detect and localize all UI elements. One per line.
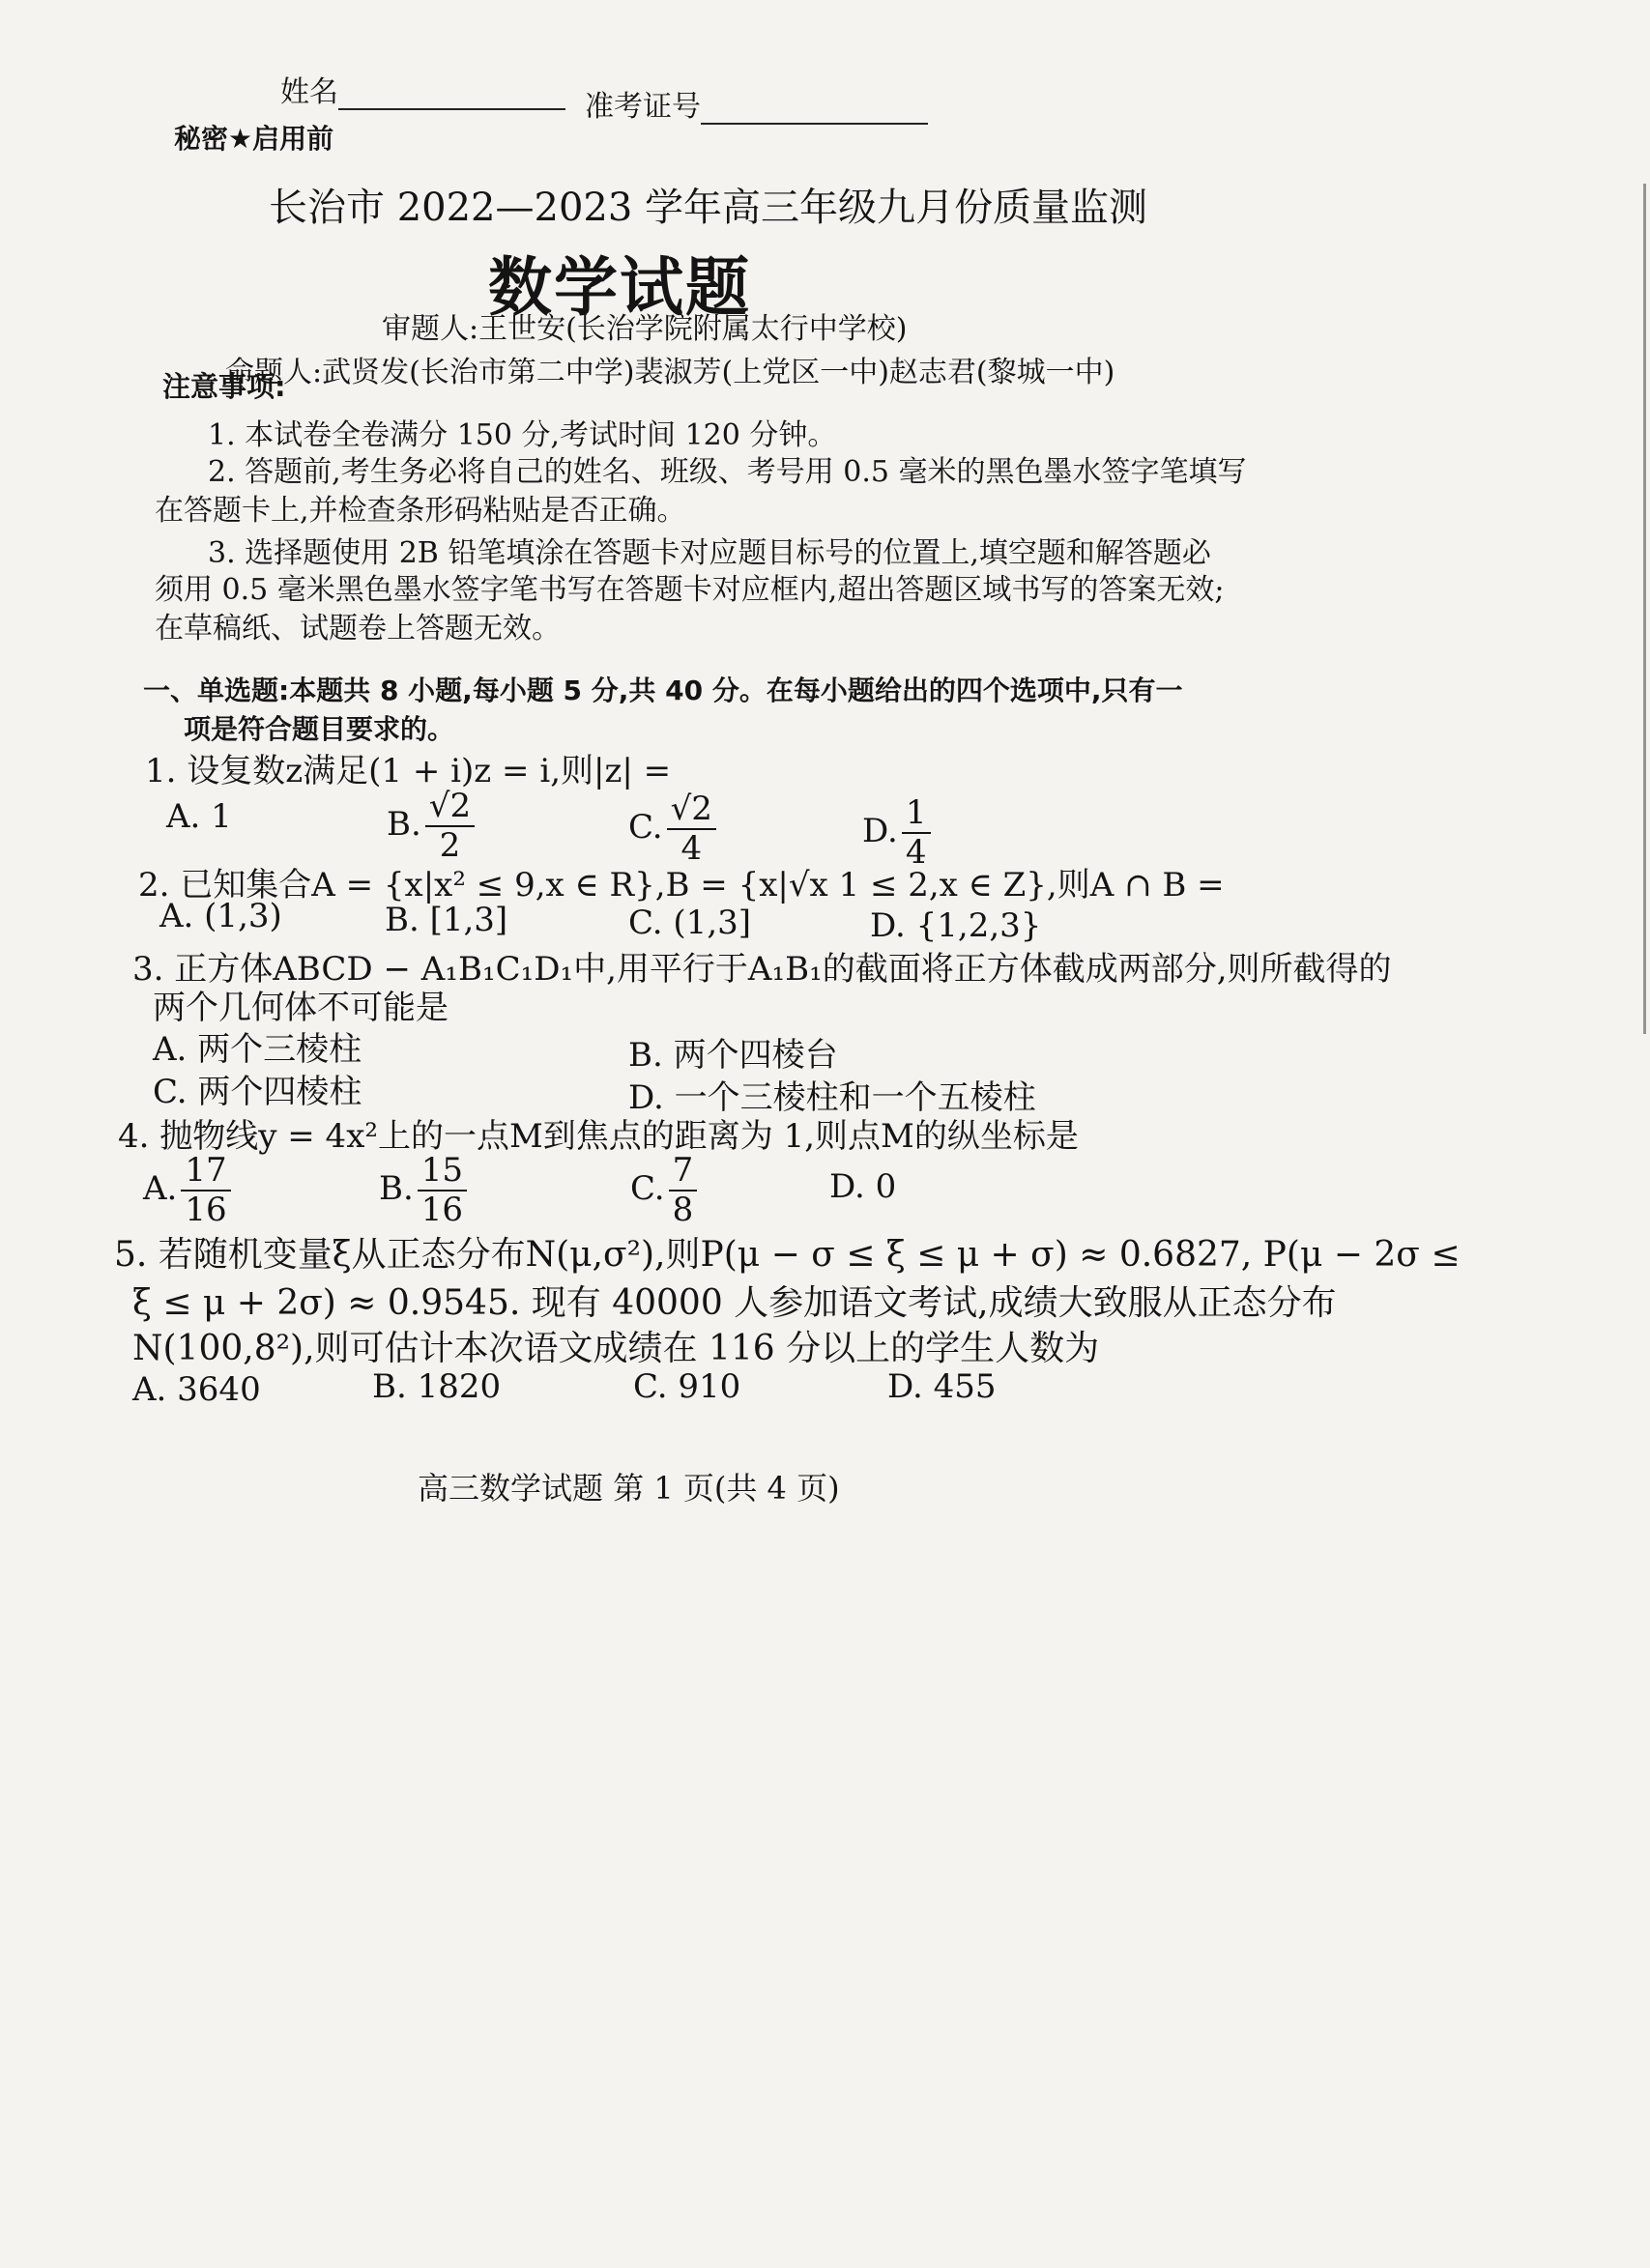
exam-title: 数学试题 — [488, 249, 751, 325]
note-2-line-2: 在答题卡上,并检查条形码粘贴是否正确。 — [155, 494, 686, 528]
note-3-line-2: 须用 0.5 毫米黑色墨水签字笔书写在答题卡对应框内,超出答题区域书写的答案无效; — [155, 573, 1225, 607]
question-3-stem-line-1: 3. 正方体ABCD − A₁B₁C₁D₁中,用平行于A₁B₁的截面将正方体截成两部分,则所截得的 — [132, 950, 1392, 989]
exam-subtitle: 长治市 2022—2023 学年高三年级九月份质量监测 — [269, 186, 1148, 230]
question-5-stem-line-3: N(100,8²),则可估计本次语文成绩在 116 分以上的学生人数为 — [132, 1329, 1100, 1368]
q1-option-c-numerator: √2 — [667, 790, 716, 830]
q1-option-d-numerator: 1 — [902, 794, 931, 834]
q4-option-a — [143, 1152, 231, 1229]
q1-option-b — [387, 788, 475, 865]
q1-option-b-label: B. — [387, 805, 421, 845]
section-heading-line-2: 项是符合题目要求的。 — [184, 713, 455, 745]
q5-option-d: D. 455 — [887, 1367, 997, 1406]
question-2-stem: 2. 已知集合A = {x|x² ≤ 9,x ∈ R},B = {x|√x 1 ≤ 2,x ∈ Z},则A ∩ B = — [138, 866, 1225, 904]
reviewer-line: 审题人:王世安(长治学院附属太行中学校) — [382, 312, 908, 346]
q4-option-a-numerator: 17 — [181, 1152, 230, 1191]
q3-option-d: D. 一个三棱柱和一个五棱柱 — [628, 1078, 1036, 1117]
q4-option-b — [379, 1152, 467, 1229]
q2-option-c: C. (1,3] — [628, 904, 752, 942]
q3-option-c: C. 两个四棱柱 — [153, 1073, 362, 1111]
q4-option-c-numerator: 7 — [669, 1152, 698, 1191]
q1-option-d-denominator: 4 — [905, 833, 927, 873]
q5-option-a: A. 3640 — [132, 1370, 261, 1409]
name-field — [280, 68, 565, 110]
q4-option-b-denominator: 16 — [420, 1191, 464, 1230]
q1-option-a: A. 1 — [166, 797, 232, 836]
question-1-stem: 1. 设复数z满足(1 + i)z = i,则|z| = — [145, 752, 672, 790]
q4-option-d: D. 0 — [829, 1167, 897, 1206]
name-line — [338, 108, 565, 110]
question-4-stem: 4. 抛物线y = 4x²上的一点M到焦点的距离为 1,则点M的纵坐标是 — [118, 1117, 1079, 1156]
exam-number-line — [701, 123, 928, 125]
q5-option-b: B. 1820 — [372, 1367, 502, 1406]
note-3-line-1: 3. 选择题使用 2B 铅笔填涂在答题卡对应题目标号的位置上,填空题和解答题必 — [208, 536, 1211, 570]
q1-option-c — [628, 790, 716, 868]
q4-option-a-label: A. — [143, 1169, 178, 1209]
note-3-line-3: 在草稿纸、试题卷上答题无效。 — [155, 612, 561, 646]
note-1: 1. 本试卷全卷满分 150 分,考试时间 120 分钟。 — [208, 418, 837, 452]
q1-option-d-label: D. — [862, 812, 898, 851]
q3-option-b: B. 两个四棱台 — [628, 1036, 838, 1075]
secret-mark: 秘密★启用前 — [174, 123, 334, 155]
q3-option-a: A. 两个三棱柱 — [153, 1030, 362, 1069]
q4-option-b-label: B. — [379, 1169, 414, 1209]
q1-option-b-denominator: 2 — [439, 826, 461, 866]
q4-option-c — [630, 1152, 697, 1229]
q2-option-a: A. (1,3) — [159, 897, 282, 935]
q1-option-b-numerator: √2 — [425, 788, 475, 827]
q1-option-c-denominator: 4 — [680, 829, 703, 869]
note-2-line-1: 2. 答题前,考生务必将自己的姓名、班级、考号用 0.5 毫米的黑色墨水签字笔填写 — [208, 455, 1247, 489]
authors-line: 命题人:武贤发(长治市第二中学)裴淑芳(上党区一中)赵志君(黎城一中) — [225, 356, 1115, 389]
q2-option-b: B. [1,3] — [385, 901, 508, 939]
q1-option-c-label: C. — [628, 808, 663, 847]
question-5-stem-line-1: 5. 若随机变量ξ从正态分布N(μ,σ²),则P(μ − σ ≤ ξ ≤ μ + σ) ≈ 0.6827, P(μ − 2σ ≤ — [114, 1235, 1461, 1275]
notes-heading: 注意事项: — [162, 370, 286, 403]
question-5-stem-line-2: ξ ≤ μ + 2σ) ≈ 0.9545. 现有 40000 人参加语文考试,成绩大致服从正态分布 — [132, 1283, 1337, 1323]
page-footer: 高三数学试题 第 1 页(共 4 页) — [418, 1470, 840, 1507]
q5-option-c: C. 910 — [633, 1367, 741, 1406]
question-3-stem-line-2: 两个几何体不可能是 — [153, 989, 449, 1027]
q4-option-c-label: C. — [630, 1169, 665, 1209]
q2-option-d: D. {1,2,3} — [870, 906, 1042, 945]
q4-option-a-denominator: 16 — [185, 1191, 227, 1230]
scan-edge-line — [1643, 184, 1646, 1034]
exam-number-field — [585, 82, 928, 125]
name-label: 姓名 — [280, 75, 338, 109]
q4-option-c-denominator: 8 — [672, 1191, 694, 1230]
section-heading-line-1: 一、单选题:本题共 8 小题,每小题 5 分,共 40 分。在每小题给出的四个选项中,只有一 — [143, 675, 1183, 706]
q4-option-b-numerator: 15 — [418, 1152, 467, 1191]
exam-number-label: 准考证号 — [585, 90, 701, 124]
